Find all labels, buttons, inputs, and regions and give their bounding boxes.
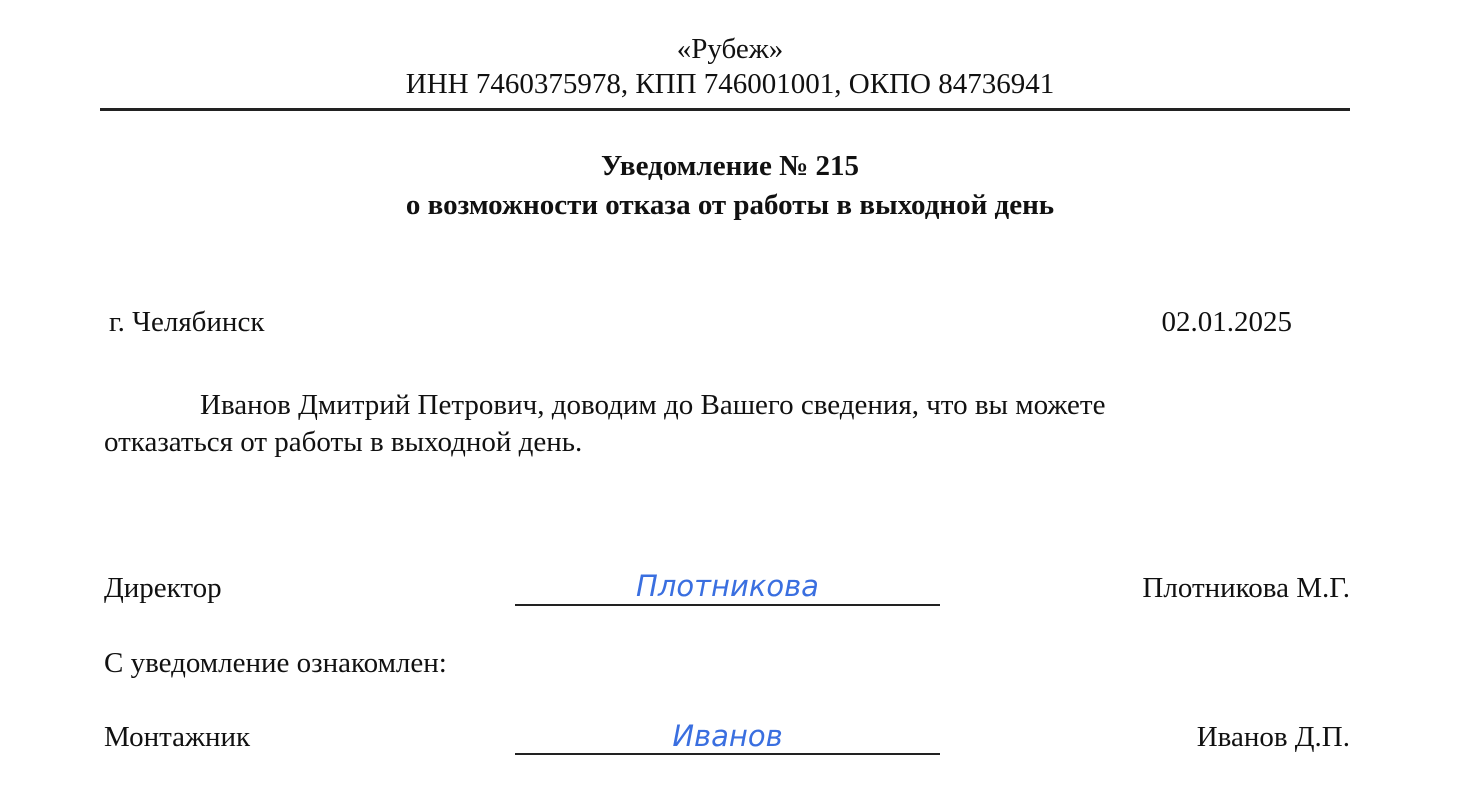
director-position-label: Директор	[104, 572, 222, 604]
organization-name: «Рубеж»	[676, 33, 784, 65]
document-subtitle: о возможности отказа от работы в выходной день	[405, 189, 1055, 221]
body-text-line-1: Иванов Дмитрий Петрович, доводим до Вашего сведения, что вы можете	[200, 389, 1106, 421]
organization-codes: ИНН 7460375978, КПП 746001001, ОКПО 84736941	[405, 68, 1055, 100]
director-signature-line	[515, 604, 940, 606]
header-divider	[100, 108, 1350, 111]
document-date: 02.01.2025	[1161, 306, 1292, 338]
employee-position-label: Монтажник	[104, 721, 251, 753]
employee-signature: Иванов	[672, 719, 783, 753]
body-text-line-2: отказаться от работы в выходной день.	[104, 426, 583, 458]
employee-name: Иванов Д.П.	[1196, 721, 1350, 753]
acknowledgement-text: С уведомление ознакомлен:	[104, 647, 447, 679]
director-name: Плотникова М.Г.	[1142, 572, 1350, 604]
director-signature: Плотникова	[636, 569, 819, 603]
employee-signature-line	[515, 753, 940, 755]
document-city: г. Челябинск	[109, 306, 265, 338]
document-title: Уведомление № 215	[601, 150, 859, 182]
